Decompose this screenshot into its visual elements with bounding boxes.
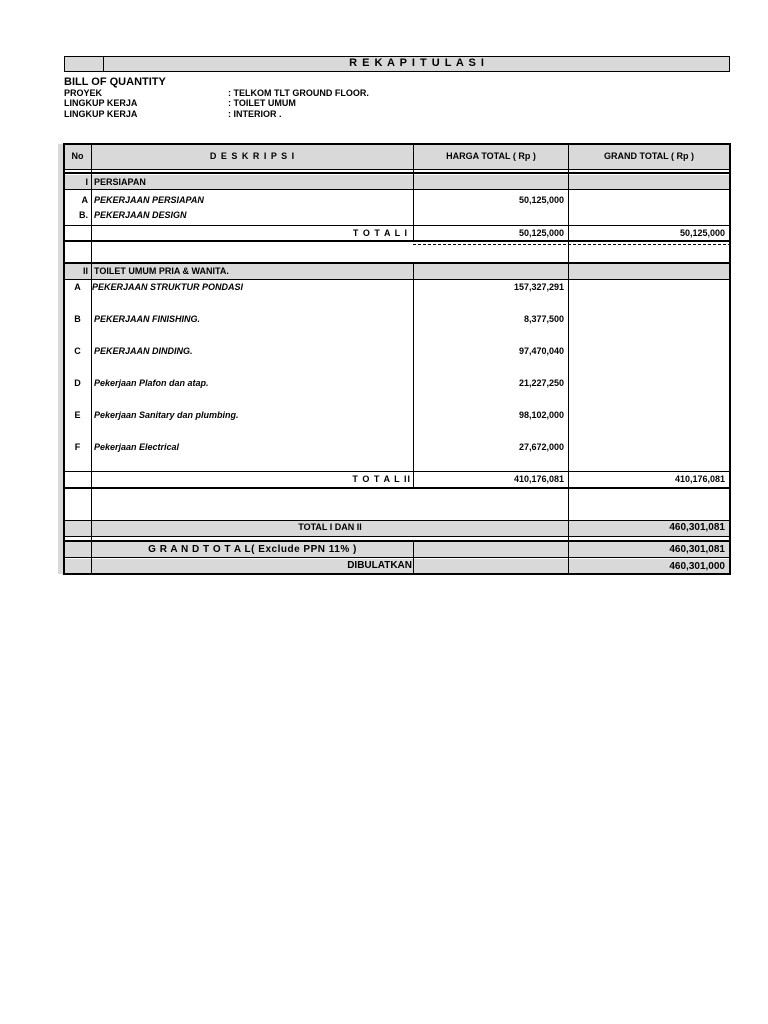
col-header-harga: HARGA TOTAL ( Rp ) (446, 151, 536, 161)
table-border-left (63, 143, 65, 575)
section2-item-f-desc: Pekerjaan Electrical (94, 442, 180, 452)
col-sep-harga (568, 143, 569, 575)
section2-number: II (82, 266, 88, 276)
section2-item-e-no: E (74, 410, 81, 420)
section2-item-a-desc: PEKERJAAN STRUKTUR PONDASI (92, 282, 244, 292)
section2-item-f-harga: 27,672,000 (518, 442, 564, 452)
section1-number: I (85, 177, 88, 187)
document-subtitle: BILL OF QUANTITY (64, 76, 166, 88)
table-border-right (729, 143, 731, 575)
section2-item-b-desc: PEKERJAAN FINISHING. (94, 314, 201, 324)
col-sep-no (91, 143, 92, 575)
total2-grand: 410,176,081 (674, 474, 725, 484)
dashed-rule (413, 244, 731, 245)
total-both-label: TOTAL I DAN II (298, 522, 362, 532)
col-header-no: No (71, 151, 84, 161)
grand-total-label: G R A N D T O T A L( Exclude PPN 11% ) (148, 544, 357, 555)
meta-label-lingkup-1: LINGKUP KERJA (64, 98, 138, 108)
section2-item-f-no: F (74, 442, 81, 452)
section2-item-b-harga: 8,377,500 (523, 314, 564, 324)
section1-bottom-rule (63, 189, 731, 190)
col-sep-desc-bottom (413, 264, 414, 488)
total1-grand: 50,125,000 (679, 228, 725, 238)
total2-label: T O T A L II (352, 474, 411, 484)
header-double-rule (63, 172, 731, 174)
section2-item-c-no: C (74, 346, 81, 356)
section2-item-e-desc: Pekerjaan Sanitary dan plumbing. (94, 410, 239, 420)
table-bottom-rule (63, 573, 731, 575)
section1-item-a-no: A (81, 195, 88, 205)
section2-top-rule (63, 262, 731, 264)
header-bottom-rule (63, 169, 731, 170)
meta-label-lingkup-2: LINGKUP KERJA (64, 109, 138, 119)
total1-label: T O T A L I (352, 228, 408, 238)
total-both-bottom-rule (63, 536, 731, 537)
total-both-value: 460,301,081 (669, 522, 725, 533)
section1-title: PERSIAPAN (94, 177, 146, 187)
section2-item-a-harga: 157,327,291 (513, 282, 564, 292)
table-top-rule (63, 143, 731, 145)
total1-bottom-rule (63, 240, 731, 242)
col-header-grand: GRAND TOTAL ( Rp ) (604, 151, 694, 161)
section1-item-a-harga: 50,125,000 (518, 195, 564, 205)
section2-bottom-rule (63, 279, 731, 280)
total2-top-rule (63, 471, 731, 472)
section1-item-b-desc: PEKERJAAN DESIGN (94, 210, 187, 220)
section2-item-d-harga: 21,227,250 (518, 378, 564, 388)
section2-item-c-harga: 97,470,040 (518, 346, 564, 356)
total-both-top-rule (63, 520, 731, 521)
total1-top-rule (63, 225, 731, 226)
meta-value-proyek: : TELKOM TLT GROUND FLOOR. (228, 88, 369, 98)
total1-harga: 50,125,000 (518, 228, 564, 238)
meta-value-lingkup-2: : INTERIOR . (228, 109, 282, 119)
section2-item-d-desc: Pekerjaan Plafon dan atap. (94, 378, 209, 388)
meta-value-lingkup-1: : TOILET UMUM (228, 98, 296, 108)
grand-total-bottom-rule (63, 557, 731, 558)
section2-title: TOILET UMUM PRIA & WANITA. (94, 266, 229, 276)
section2-item-a-no: A (74, 282, 81, 292)
page-title: R E K A P I T U L A S I (349, 57, 485, 69)
rounded-value: 460,301,000 (669, 561, 725, 572)
section2-item-c-desc: PEKERJAAN DINDING. (94, 346, 193, 356)
meta-label-proyek: PROYEK (64, 88, 103, 98)
rounded-label: DIBULATKAN (347, 560, 412, 571)
grand-total-top-rule (63, 540, 731, 542)
section2-item-e-harga: 98,102,000 (518, 410, 564, 420)
grand-total-value: 460,301,081 (669, 544, 725, 555)
section2-item-b-no: B (74, 314, 81, 324)
col-header-desc: D E S K R I P S I (209, 151, 296, 161)
col-sep-desc-summary (413, 542, 414, 575)
section1-item-b-no: B. (79, 210, 88, 220)
section1-row-bg (64, 175, 730, 189)
total2-bottom-rule (63, 487, 731, 489)
section1-item-a-desc: PEKERJAAN PERSIAPAN (94, 195, 204, 205)
total2-harga: 410,176,081 (513, 474, 564, 484)
section2-item-d-no: D (74, 378, 81, 388)
